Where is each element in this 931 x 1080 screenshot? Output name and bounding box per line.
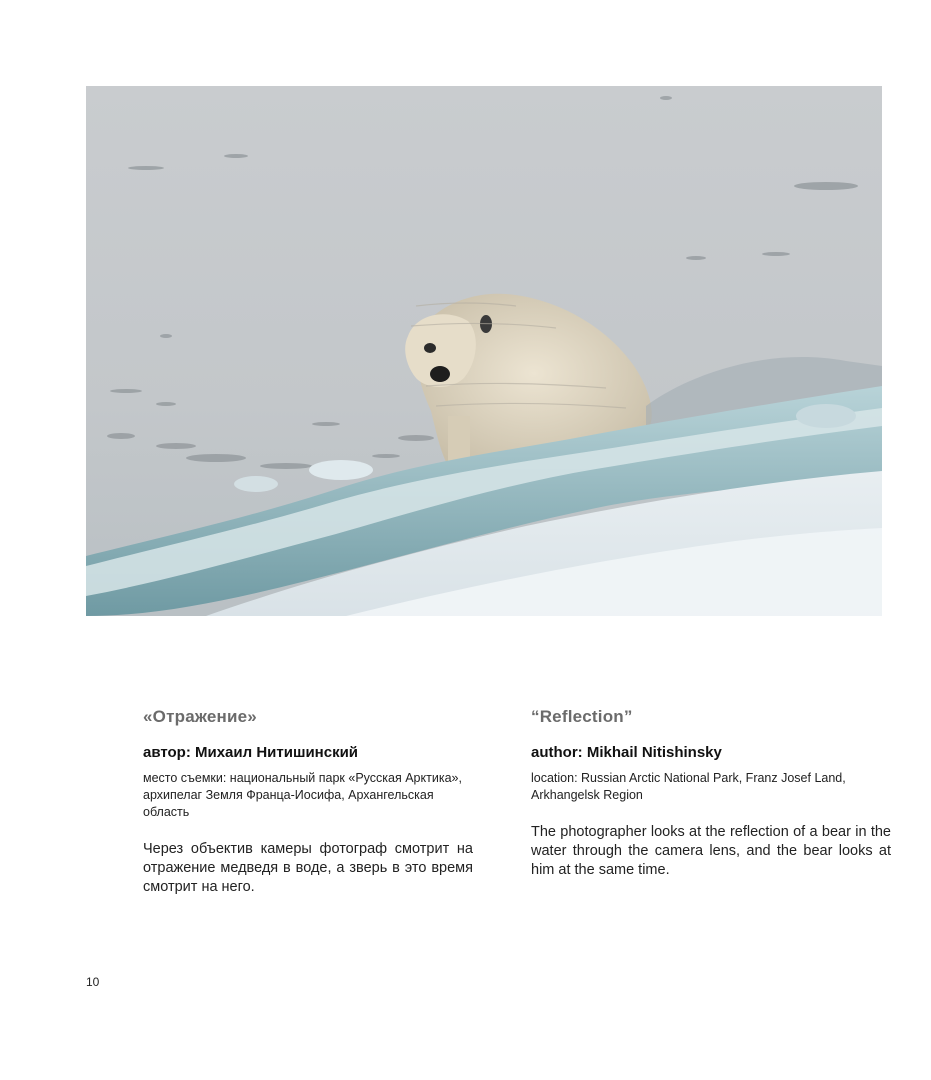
- photo-title-en: “Reflection”: [531, 707, 633, 726]
- page-number: 10: [86, 975, 100, 989]
- photo-author-ru: автор: Михаил Нитишинский: [143, 744, 359, 761]
- photo-title-ru: «Отражение»: [143, 707, 257, 726]
- photo-description-en: The photographer looks at the reflection of a bear in the water through the camera lens, and the bear looks at him at the same time.: [531, 824, 891, 878]
- photo-author-en: author: Mikhail Nitishinsky: [531, 744, 722, 761]
- polar-bear-reflection-photo: [86, 86, 882, 616]
- caption-english: [531, 707, 891, 880]
- photo-location-en: location: Russian Arctic National Park, Franz Josef Land, Arkhangelsk Region: [531, 771, 846, 802]
- photo-description-ru: Через объектив камеры фотограф смотрит на отражение медведя в воде, а зверь в это время смотрит на него.: [143, 841, 473, 895]
- caption-russian: [143, 707, 473, 897]
- photo-location-ru: место съемки: национальный парк «Русская Арктика», архипелаг Земля Франца-Иосифа, Архангельская область: [143, 771, 462, 819]
- photo-illustration: [86, 86, 882, 616]
